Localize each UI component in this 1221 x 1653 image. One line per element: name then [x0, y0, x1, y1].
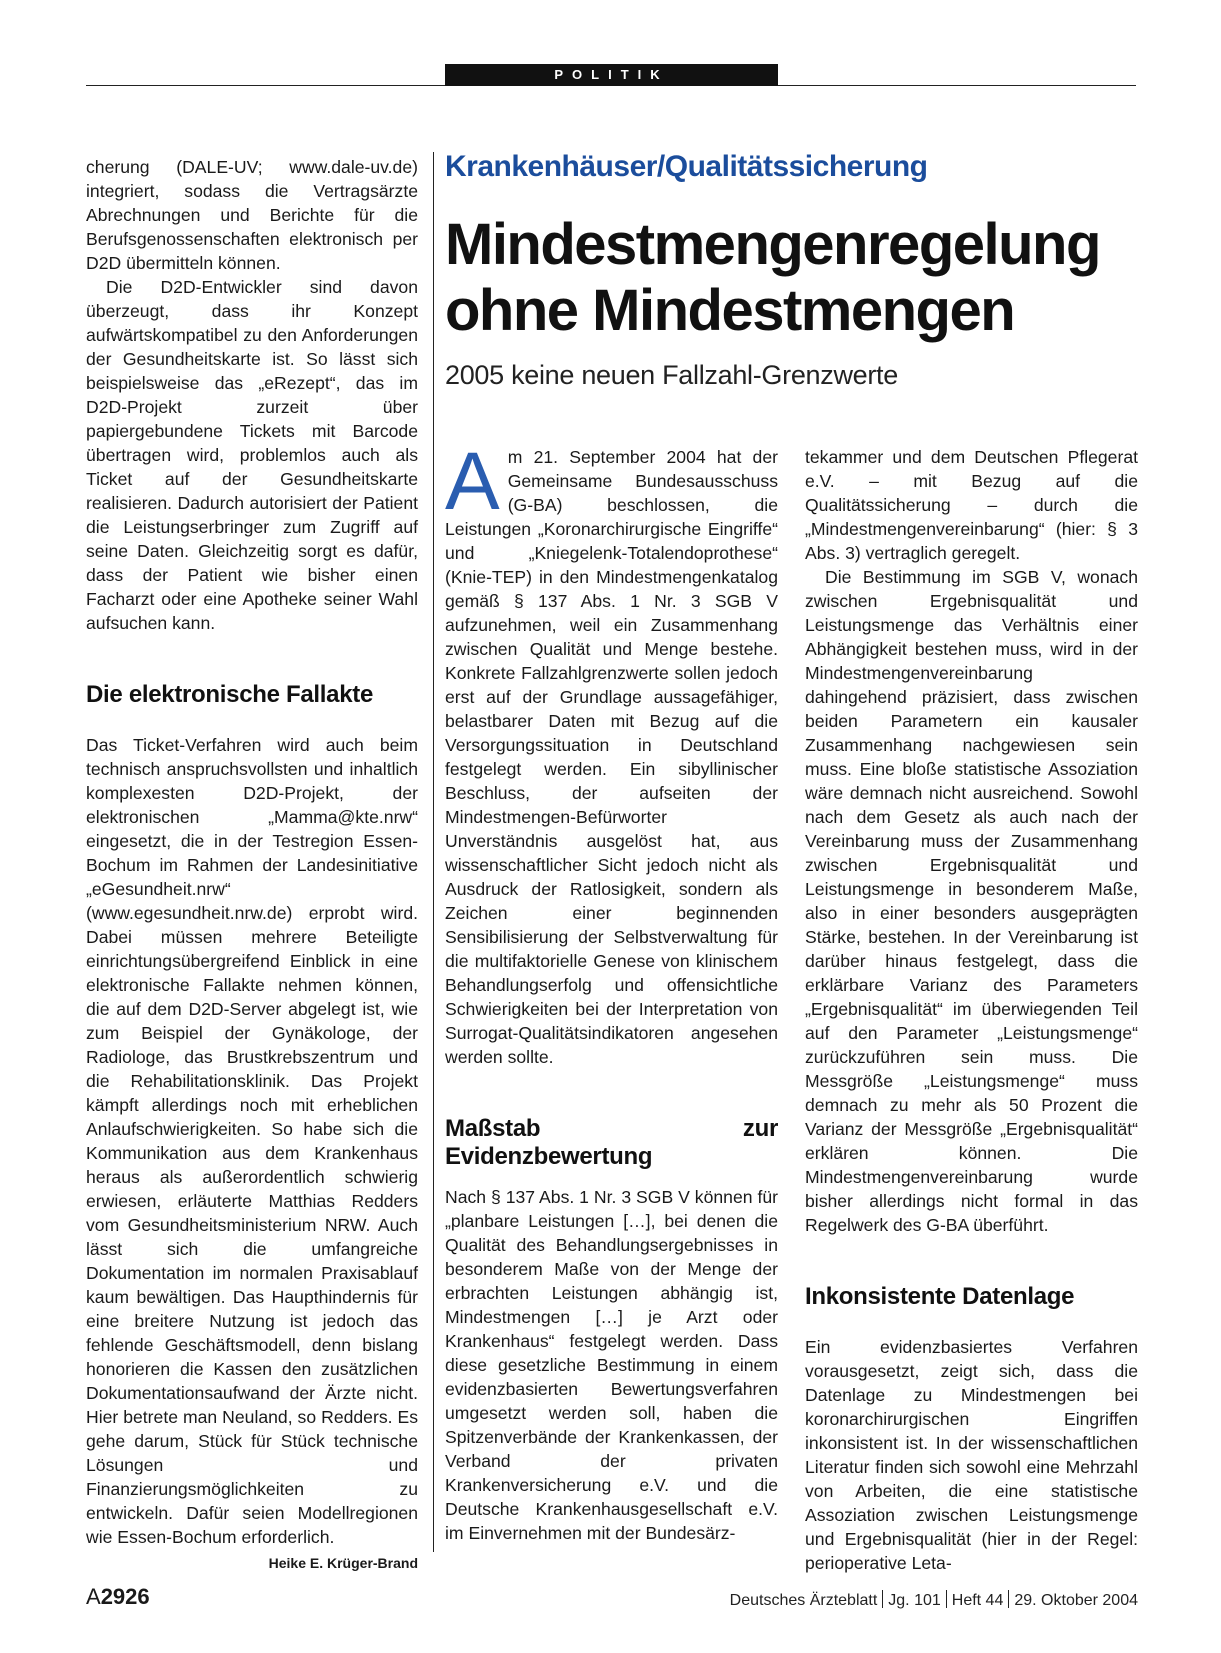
headline-line-1: Mindestmengenregelung: [445, 212, 1100, 277]
article-kicker: Krankenhäuser/Qualitätssicherung: [445, 150, 928, 183]
right-heading: Inkonsistente Datenlage: [805, 1283, 1075, 1310]
middle-heading: Maßstab zur Evidenzbewertung: [445, 1115, 778, 1170]
right-paragraph-2: Die Bestimmung im SGB V, wonach zwischen Ergebnisqualität und Leistungsmenge das Verhältnis einer Abhängigkeit bestehen muss, wird in der Mindestmengenvereinbarung dahingehend präzisiert, dass zwischen beiden Parametern ein kausaler Zusammenhang nachgewiesen sein muss. Eine bloße statistische Assoziation wäre demnach nicht ausreichend. Sowohl nach dem Gesetz als auch nach der Vereinbarung muss der Zusammenhang zwischen Ergebnisqualität und Leistungsmenge in besonderem Maße, also in einer besonders ausgeprägten Stärke, bestehen. In der Vereinbarung ist darüber hinaus festgelegt, dass die erklärbare Varianz des Parameters „Ergebnisqualität“ im überwiegenden Teil auf den Parameter „Leistungsmenge“ zurückzuführen sein muss. Die Messgröße „Leistungsmenge“ muss demnach zu mehr als 50 Prozent die Varianz der Messgröße „Ergebnisqualität“ erklären können. Die Mindestmengenvereinbarung wurde bisher allerdings nicht formal in das Regelwerk des G-BA überführt.: [805, 567, 1138, 1235]
footer-separator: [946, 1590, 947, 1608]
section-tag: POLITIK: [445, 64, 778, 86]
footer-separator: [882, 1590, 883, 1608]
middle-column: [445, 436, 778, 1545]
author-name: Heike E. Krüger-Brand: [268, 1555, 418, 1571]
journal-footer: [730, 1590, 1138, 1610]
middle-paragraph-2: Nach § 137 Abs. 1 Nr. 3 SGB V können für „planbare Leistungen […], bei denen die Qualität des Behandlungsergebnisses in besonderem Maße von der Menge der erbrachten Leistungen abhängig ist, Mindestmengen […] je Arzt oder Krankenhaus“ festgelegt werden. Dass diese gesetzliche Bestimmung in einem evidenzbasierten Bewertungsverfahren umgesetzt werden soll, haben die Spitzenverbände der Krankenkassen, der Verband der privaten Krankenversicherung e.V. und die Deutsche Krankenhausgesellschaft e.V. im Einvernehmen mit der Bundesärz-: [445, 1187, 778, 1543]
journal-volume: Jg. 101: [888, 1592, 941, 1609]
left-paragraph-2: Die D2D-Entwickler sind davon überzeugt, dass ihr Konzept aufwärtskompatibel zu den Anforderungen der Gesundheitskarte ist. So lässt sich beispielsweise das „eRezept“, das im D2D-Projekt zurzeit über papiergebundene Tickets mit Barcode übertragen wird, problemlos auch als Ticket auf der Gesundheitskarte realisieren. Dadurch autorisiert der Patient die Leistungserbringer zum Zugriff auf seine Daten. Gleichzeitig sorgt es dafür, dass der Patient wie bisher einen Facharzt oder eine Apotheke seiner Wahl aufsuchen kann.: [86, 277, 418, 633]
right-column: [805, 445, 1138, 1575]
article-headline: [445, 212, 1145, 344]
page-number: [86, 1584, 150, 1610]
right-paragraph-1: tekammer und dem Deutschen Pflegerat e.V. – mit Bezug auf die Qualitätssicherung – durch die „Mindestmengenvereinbarung“ (hier: § 3 Abs. 3) vertraglich geregelt.: [805, 447, 1138, 563]
page-number-value: 2926: [100, 1584, 150, 1609]
left-paragraph-3-text: Das Ticket-Verfahren wird auch beim technisch anspruchsvollsten und inhaltlich komplexesten D2D-Projekt, der elektronischen „Mamma@kte.nrw“ eingesetzt, die in der Testregion Essen-Bochum im Rahmen der Landesinitiative „eGesundheit.nrw“ (www.egesundheit.nrw.de) erprobt wird. Dabei müssen mehrere Beteiligte einrichtungsübergreifend Einblick in eine elektronische Fallakte nehmen können, die auf dem D2D-Server abgelegt ist, wie zum Beispiel der Gynäkologe, der Radiologe, das Brustkrebszentrum und die Rehabilitationsklinik. Das Projekt kämpft allerdings noch mit erheblichen Anlaufschwierigkeiten. So habe sich die Kommunikation aus dem Krankenhaus heraus als außerordentlich schwierig erwiesen, erläuterte Matthias Redders vom Gesundheitsministerium NRW. Auch lässt sich die umfangreiche Dokumentation im normalen Praxisablauf kaum bewältigen. Das Haupthindernis für eine breitere Nutzung ist jedoch das fehlende Geschäftsmodell, denn bislang honorieren die Kassen den zusätzlichen Dokumentationsaufwand der Ärzte nicht. Hier betrete man Neuland, so Redders. Es gehe darum, Stück für Stück technische Lösungen und Finanzierungsmöglichkeiten zu entwickeln. Dafür seien Modellregionen wie Essen-Bochum erforderlich.: [86, 735, 418, 1547]
middle-paragraph-1-text: m 21. September 2004 hat der Gemeinsame Bundesausschuss (G-BA) beschlossen, die Leistungen „Koronarchirurgische Eingriffe“ und „Kniegelenk-Totalendoprothese“ (Knie-TEP) in den Mindestmengenkatalog gemäß § 137 Abs. 1 Nr. 3 SGB V aufzunehmen, weil ein Zusammenhang zwischen Qualität und Menge bestehe. Konkrete Fallzahlgrenzwerte sollen jedoch erst auf der Grundlage aussagefähiger, belastbarer Daten mit Bezug auf die Versorgungssituation in Deutschland festgelegt werden. Ein sibyllinischer Beschluss, der aufseiten der Mindestmengen-Befürworter Unverständnis ausgelöst hat, aus wissenschaftlicher Sicht jedoch nicht als Ausdruck der Ratlosigkeit, sondern als Zeichen einer beginnenden Sensibilisierung der Selbstverwaltung für die multifaktorielle Genese von klinischem Behandlungserfolg und offensichtliche Schwierigkeiten bei der Interpretation von Surrogat-Qualitätsindikatoren angesehen werden sollte.: [445, 447, 778, 1067]
left-heading: Die elektronische Fallakte: [86, 681, 373, 708]
headline-line-2: ohne Mindestmengen: [445, 278, 1015, 343]
right-paragraph-3: Ein evidenzbasiertes Verfahren vorausgesetzt, zeigt sich, dass die Datenlage zu Mindestmengen bei koronarchirurgischen Eingriffen inkonsistent ist. In der wissenschaftlichen Literatur finden sich sowohl eine Mehrzahl von Arbeiten, die eine statistische Assoziation zwischen Leistungsmenge und Ergebnisqualität (hier in der Regel: perioperative Leta-: [805, 1337, 1138, 1573]
journal-name: Deutsches Ärzteblatt: [729, 1592, 878, 1609]
middle-paragraph-1: [445, 436, 778, 1069]
footer-separator: [1008, 1590, 1009, 1608]
column-divider: [433, 152, 434, 1552]
page-prefix: A: [86, 1584, 101, 1609]
journal-issue: Heft 44: [951, 1592, 1004, 1609]
drop-cap: A: [445, 436, 500, 527]
left-paragraph-3: [86, 733, 418, 1571]
left-column: [86, 155, 418, 1575]
article-subhead: 2005 keine neuen Fallzahl-Grenzwerte: [445, 360, 898, 390]
journal-date: 29. Oktober 2004: [1014, 1592, 1138, 1609]
left-paragraph-1: cherung (DALE-UV; www.dale-uv.de) integriert, sodass die Vertragsärzte Abrechnungen und Berichte für die Berufsgenossenschaften elektronisch per D2D übermitteln können.: [86, 157, 418, 273]
